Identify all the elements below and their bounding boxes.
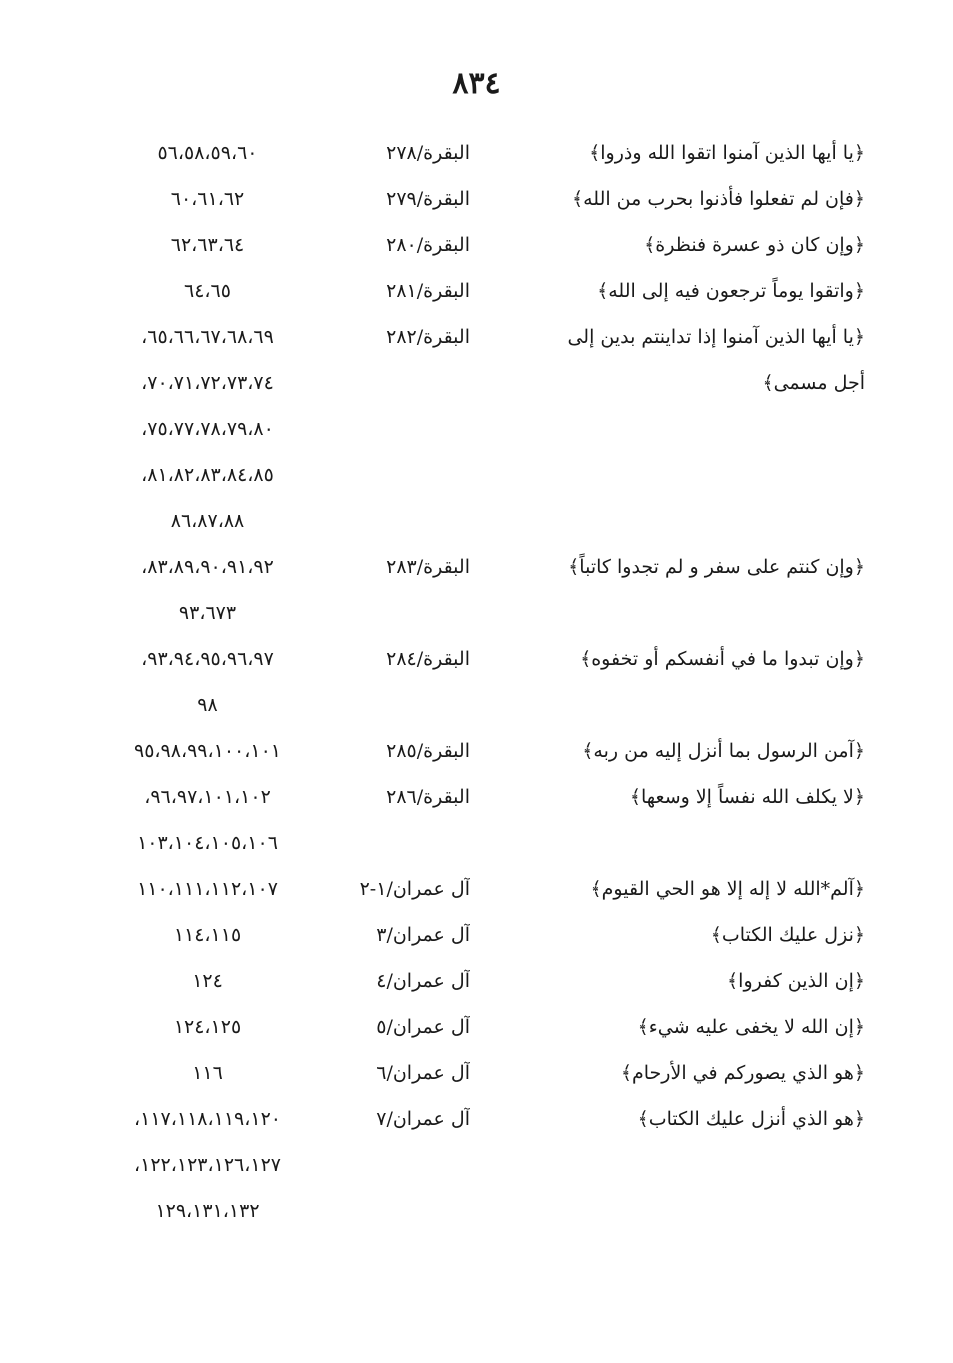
surah-reference-text: آل عمران/١-٢ (359, 878, 470, 900)
verse-text: ﴿إن الذين كفروا﴾ (727, 970, 865, 992)
page-reference-line: ٧٥،٧٧،٧٨،٧٩،٨٠، (141, 418, 274, 440)
index-row (75, 1096, 865, 1234)
page-reference-line: ٨١،٨٢،٨٣،٨٤،٨٥، (141, 464, 274, 486)
index-row (75, 912, 865, 958)
index-row (75, 176, 865, 222)
page-reference-line: ٨٣،٨٩،٩٠،٩١،٩٢، (141, 556, 274, 578)
verse-column (490, 314, 865, 406)
surah-reference (340, 176, 490, 222)
page-references (75, 130, 340, 176)
surah-reference (340, 222, 490, 268)
page-reference-line: ٩٣،٩٤،٩٥،٩٦،٩٧، (141, 648, 274, 670)
surah-reference-text: البقرة/٢٧٨ (386, 142, 470, 164)
verse-column (490, 176, 865, 222)
page-reference-line: ٥٦،٥٨،٥٩،٦٠ (157, 142, 258, 164)
page-references (75, 1004, 340, 1050)
surah-reference (340, 314, 490, 360)
page-reference-line: ١٢٢،١٢٣،١٢٦،١٢٧، (134, 1154, 281, 1176)
verse-column (490, 130, 865, 176)
index-row (75, 222, 865, 268)
page-reference-line: ٩٥،٩٨،٩٩،١٠٠،١٠١ (134, 740, 281, 762)
surah-reference-text: البقرة/٢٧٩ (386, 188, 470, 210)
surah-reference-text: البقرة/٢٨٦ (386, 786, 470, 808)
verse-column (490, 1050, 865, 1096)
surah-reference-text: البقرة/٢٨٢ (386, 326, 470, 348)
index-row (75, 544, 865, 636)
verse-column (490, 636, 865, 682)
verse-text: ﴿وإن كان ذو عسرة فنظرة﴾ (644, 234, 865, 256)
verse-column (490, 544, 865, 590)
page-references (75, 774, 340, 866)
surah-reference (340, 268, 490, 314)
index-row (75, 130, 865, 176)
verse-column (490, 912, 865, 958)
page-references (75, 912, 340, 958)
surah-reference (340, 866, 490, 912)
surah-reference-text: البقرة/٢٨٥ (386, 740, 470, 762)
index-row (75, 314, 865, 544)
page-reference-line: ١٢٤،١٢٥ (173, 1016, 242, 1038)
page-reference-line: ٦٤،٦٥ (184, 280, 231, 302)
page-references (75, 544, 340, 636)
page-reference-line: ٦٥،٦٦،٦٧،٦٨،٦٩، (141, 326, 274, 348)
index-row (75, 1050, 865, 1096)
surah-reference-text: البقرة/٢٨٠ (386, 234, 470, 256)
page-reference-line: ١١٤،١١٥ (173, 924, 242, 946)
verse-text: ﴿هو الذي أنزل عليك الكتاب﴾ (637, 1108, 865, 1130)
verse-text: ﴿إن الله لا يخفى عليه شيء﴾ (637, 1016, 865, 1038)
verse-text: ﴿لا يكلف الله نفساً إلا وسعها﴾ (629, 786, 865, 808)
verse-column (490, 222, 865, 268)
verse-column (490, 774, 865, 820)
index-row (75, 774, 865, 866)
surah-reference (340, 1050, 490, 1096)
index-row (75, 268, 865, 314)
verse-text: ﴿هو الذي يصوركم في الأرحام﴾ (620, 1062, 865, 1084)
page-reference-line: ١٢٤ (192, 970, 223, 992)
surah-reference-text: البقرة/٢٨١ (386, 280, 470, 302)
page-references (75, 636, 340, 728)
page-references (75, 268, 340, 314)
surah-reference (340, 774, 490, 820)
verse-text: ﴿يا أيها الذين آمنوا اتقوا الله وذروا﴾ (589, 142, 865, 164)
verse-index-table (75, 130, 865, 1234)
surah-reference (340, 912, 490, 958)
verse-text: أجل مسمى﴾ (762, 372, 865, 394)
surah-reference-text: آل عمران/٦ (376, 1062, 470, 1084)
page-references (75, 958, 340, 1004)
index-row (75, 1004, 865, 1050)
verse-column (490, 1096, 865, 1142)
page-reference-line: ٧٠،٧١،٧٢،٧٣،٧٤، (141, 372, 274, 394)
verse-column (490, 958, 865, 1004)
verse-column (490, 728, 865, 774)
page-references (75, 728, 340, 774)
surah-reference (340, 130, 490, 176)
page-reference-line: ١١٦ (192, 1062, 223, 1084)
surah-reference-text: البقرة/٢٨٣ (386, 556, 470, 578)
page-reference-line: ٩٨ (197, 694, 218, 716)
index-row (75, 866, 865, 912)
page-reference-line: ١٠٣،١٠٤،١٠٥،١٠٦ (137, 832, 278, 854)
surah-reference-text: آل عمران/٥ (376, 1016, 470, 1038)
verse-text: ﴿آمن الرسول بما أنزل إليه من ربه﴾ (582, 740, 865, 762)
page-reference-line: ١١٧،١١٨،١١٩،١٢٠، (134, 1108, 281, 1130)
index-row (75, 958, 865, 1004)
page-reference-line: ٩٦،٩٧،١٠١،١٠٢، (144, 786, 271, 808)
surah-reference-text: آل عمران/٤ (376, 970, 470, 992)
surah-reference (340, 1096, 490, 1142)
page-reference-line: ٦٢،٦٣،٦٤ (170, 234, 245, 256)
page-references (75, 314, 340, 544)
page-references (75, 222, 340, 268)
verse-column (490, 268, 865, 314)
surah-reference-text: البقرة/٢٨٤ (386, 648, 470, 670)
surah-reference-text: آل عمران/٣ (376, 924, 470, 946)
verse-text: ﴿يا أيها الذين آمنوا إذا تداينتم بدين إلى (567, 326, 865, 348)
page-reference-line: ١٢٩،١٣١،١٣٢ (155, 1200, 260, 1222)
verse-column (490, 866, 865, 912)
surah-reference (340, 544, 490, 590)
page-reference-line: ٨٦،٨٧،٨٨ (170, 510, 245, 532)
page-reference-line: ٩٣،٦٧٣ (178, 602, 237, 624)
index-row (75, 636, 865, 728)
verse-text: ﴿نزل عليك الكتاب﴾ (710, 924, 865, 946)
surah-reference-text: آل عمران/٧ (376, 1108, 470, 1130)
surah-reference (340, 1004, 490, 1050)
index-row (75, 728, 865, 774)
verse-text: ﴿واتقوا يوماً ترجعون فيه إلى الله﴾ (597, 280, 865, 302)
verse-text: ﴿فإن لم تفعلوا فأذنوا بحرب من الله﴾ (571, 188, 865, 210)
page-references (75, 176, 340, 222)
verse-column (490, 1004, 865, 1050)
page-reference-line: ١١٠،١١١،١١٢،١٠٧ (137, 878, 278, 900)
page-reference-line: ٦٠،٦١،٦٢ (170, 188, 245, 210)
verse-text: ﴿آلم*الله لا إله إلا هو الحي القيوم﴾ (590, 878, 865, 900)
page-number: ٨٣٤ (452, 66, 501, 101)
verse-text: ﴿وإن كنتم على سفر و لم تجدوا كاتباً﴾ (568, 556, 865, 578)
page-references (75, 1096, 340, 1234)
surah-reference (340, 636, 490, 682)
page-references (75, 866, 340, 912)
surah-reference (340, 728, 490, 774)
surah-reference (340, 958, 490, 1004)
page-references (75, 1050, 340, 1096)
verse-text: ﴿وإن تبدوا ما في أنفسكم أو تخفوه﴾ (580, 648, 865, 670)
